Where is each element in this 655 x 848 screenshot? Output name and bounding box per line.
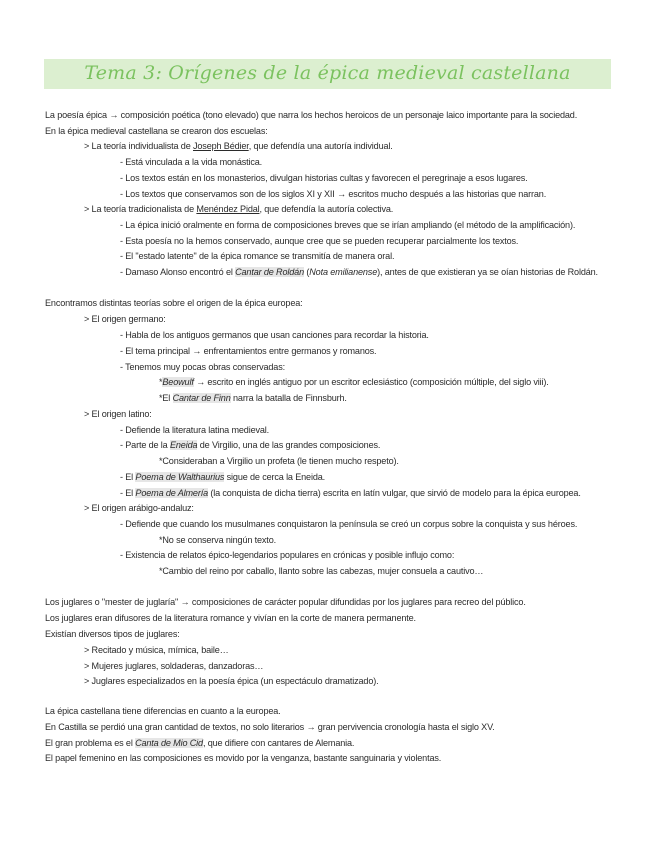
text-line bbox=[120, 329, 429, 341]
text-line bbox=[120, 156, 262, 168]
text-line bbox=[159, 376, 549, 388]
highlighted-title: Cantar de Roldán bbox=[235, 267, 304, 277]
text-segment: Los juglares eran difusores de la literatura romance y vivían en la corte de manera permanente. bbox=[45, 613, 416, 623]
text-line bbox=[120, 188, 546, 200]
text-line bbox=[120, 487, 581, 499]
text-line bbox=[120, 518, 577, 530]
highlighted-title: Poema de Almería bbox=[135, 488, 208, 498]
text-line bbox=[159, 565, 483, 577]
text-segment: - Habla de los antiguos germanos que usan canciones para recordar la historia. bbox=[120, 330, 429, 340]
text-line bbox=[84, 203, 393, 215]
text-line bbox=[159, 455, 399, 467]
text-segment: > La teoría tradicionalista de bbox=[84, 204, 197, 214]
text-segment: * bbox=[159, 377, 163, 387]
text-line bbox=[45, 297, 303, 309]
text-segment: de Virgilio, una de las grandes composiciones. bbox=[197, 440, 381, 450]
text-segment: Nota emilianense bbox=[309, 267, 378, 277]
text-segment: - Existencia de relatos épico-legendarios populares en crónicas y posible influjo como: bbox=[120, 550, 455, 560]
text-line bbox=[45, 109, 577, 121]
text-segment: > La teoría individualista de bbox=[84, 141, 193, 151]
underlined-name: Menéndez Pidal bbox=[196, 204, 260, 214]
text-line bbox=[120, 219, 575, 231]
text-segment: > Mujeres juglares, soldaderas, danzadoras… bbox=[84, 661, 264, 671]
text-segment: *Cambio del reino por caballo, llanto sobre las cabezas, mujer consuela a cautivo… bbox=[159, 566, 484, 576]
text-segment: La poesía épica → composición poética (tono elevado) que narra los hechos heroicos de un personaje laico importante para la sociedad. bbox=[45, 110, 578, 120]
text-segment: sigue de cerca la Eneida. bbox=[224, 472, 326, 482]
text-segment: - El bbox=[120, 472, 136, 482]
text-line bbox=[45, 628, 180, 640]
text-segment: , que defendía la autoría colectiva. bbox=[259, 204, 394, 214]
text-segment: - Está vinculada a la vida monástica. bbox=[120, 157, 263, 167]
text-segment: - Defiende la literatura latina medieval. bbox=[120, 425, 270, 435]
text-segment: - Parte de la bbox=[120, 440, 170, 450]
highlighted-title: Poema de Walthaurius bbox=[135, 472, 225, 482]
text-line bbox=[84, 644, 229, 656]
text-segment: En la épica medieval castellana se crearon dos escuelas: bbox=[45, 126, 268, 136]
text-segment: - Esta poesía no la hemos conservado, aunque cree que se pueden recuperar parcialmente los textos. bbox=[120, 236, 519, 246]
text-segment: El gran problema es el bbox=[45, 738, 136, 748]
text-segment: - Damaso Alonso encontró el bbox=[120, 267, 236, 277]
text-segment: - El bbox=[120, 488, 136, 498]
text-segment: narra la batalla de Finnsburh. bbox=[230, 393, 347, 403]
title-banner bbox=[44, 59, 611, 89]
text-line bbox=[120, 172, 528, 184]
text-segment: - Los textos están en los monasterios, divulgan historias cultas y favorecen el peregrinaje a esos lugares. bbox=[120, 173, 528, 183]
text-line bbox=[120, 361, 285, 373]
text-line bbox=[120, 549, 454, 561]
text-segment: , que difiere con cantares de Alemania. bbox=[202, 738, 355, 748]
text-line bbox=[45, 612, 416, 624]
text-segment: Los juglares o "mester de juglaría" → composiciones de carácter popular difundidas por los juglares para recreo del público. bbox=[45, 597, 526, 607]
text-line bbox=[120, 345, 376, 357]
text-segment: - Los textos que conservamos son de los siglos XI y XII → escritos mucho después a las historias que narran. bbox=[120, 189, 547, 199]
text-segment: Encontramos distintas teorías sobre el origen de la épica europea: bbox=[45, 298, 303, 308]
text-segment: > Juglares especializados en la poesía épica (un espectáculo dramatizado). bbox=[84, 676, 379, 686]
text-segment: > El origen latino: bbox=[84, 409, 152, 419]
text-line bbox=[84, 660, 263, 672]
text-line bbox=[120, 266, 598, 278]
text-segment: (la conquista de dicha tierra) escrita en latín vulgar, que sirvió de modelo para la épica europea. bbox=[208, 488, 581, 498]
text-line bbox=[84, 408, 152, 420]
text-segment: > Recitado y música, mímica, baile… bbox=[84, 645, 229, 655]
text-segment: - El tema principal → enfrentamientos entre germanos y romanos. bbox=[120, 346, 377, 356]
text-segment: → escrito en inglés antiguo por un escritor eclesiástico (composición múltiple, del siglo viii). bbox=[193, 377, 549, 387]
text-line bbox=[84, 675, 378, 687]
highlighted-title: Cantar de Finn bbox=[172, 393, 231, 403]
highlighted-title: Eneida bbox=[169, 440, 198, 450]
text-segment: El papel femenino en las composiciones es movido por la venganza, bastante sanguinaria y violentas. bbox=[45, 753, 442, 763]
text-segment: - Tenemos muy pocas obras conservadas: bbox=[120, 362, 285, 372]
text-line bbox=[120, 250, 394, 262]
text-segment: *El bbox=[159, 393, 173, 403]
page-title: Tema 3: Orígenes de la épica medieval castellana bbox=[84, 62, 571, 84]
text-segment: En Castilla se perdió una gran cantidad de textos, no solo literarios → gran pervivencia cronología hasta el siglo XV. bbox=[45, 722, 495, 732]
text-segment: Existían diversos tipos de juglares: bbox=[45, 629, 180, 639]
highlighted-title: Canta de Mio Cid bbox=[135, 738, 203, 748]
text-segment: *Consideraban a Virgilio un profeta (le tienen mucho respeto). bbox=[159, 456, 399, 466]
text-segment: - El "estado latente" de la épica romance se transmitía de manera oral. bbox=[120, 251, 395, 261]
text-segment: , que defendía una autoría individual. bbox=[248, 141, 393, 151]
text-line bbox=[159, 392, 347, 404]
text-line bbox=[45, 125, 268, 137]
text-segment: > El origen germano: bbox=[84, 314, 166, 324]
text-line bbox=[84, 502, 194, 514]
text-line bbox=[159, 534, 276, 546]
text-line bbox=[84, 140, 393, 152]
text-line bbox=[120, 235, 518, 247]
underlined-name: Joseph Bédier bbox=[193, 141, 249, 151]
text-segment: La épica castellana tiene diferencias en cuanto a la europea. bbox=[45, 706, 281, 716]
text-segment: - Defiende que cuando los musulmanes conquistaron la península se creó un corpus sobre la conquista y sus héroes. bbox=[120, 519, 578, 529]
text-line bbox=[45, 737, 354, 749]
highlighted-title: Beowulf bbox=[162, 377, 194, 387]
text-segment: > El origen arábigo-andaluz: bbox=[84, 503, 194, 513]
text-line bbox=[45, 705, 281, 717]
text-line bbox=[120, 471, 325, 483]
text-line bbox=[45, 721, 495, 733]
text-segment: *No se conserva ningún texto. bbox=[159, 535, 276, 545]
text-line bbox=[45, 596, 526, 608]
text-segment: - La épica inició oralmente en forma de composiciones breves que se irían ampliando (el método de la amplificación). bbox=[120, 220, 576, 230]
text-line bbox=[120, 424, 269, 436]
text-line bbox=[45, 752, 441, 764]
text-segment: ( bbox=[303, 267, 310, 277]
text-segment: ), antes de que existieran ya se oían historias de Roldán. bbox=[377, 267, 598, 277]
text-line bbox=[120, 439, 380, 451]
text-line bbox=[84, 313, 166, 325]
